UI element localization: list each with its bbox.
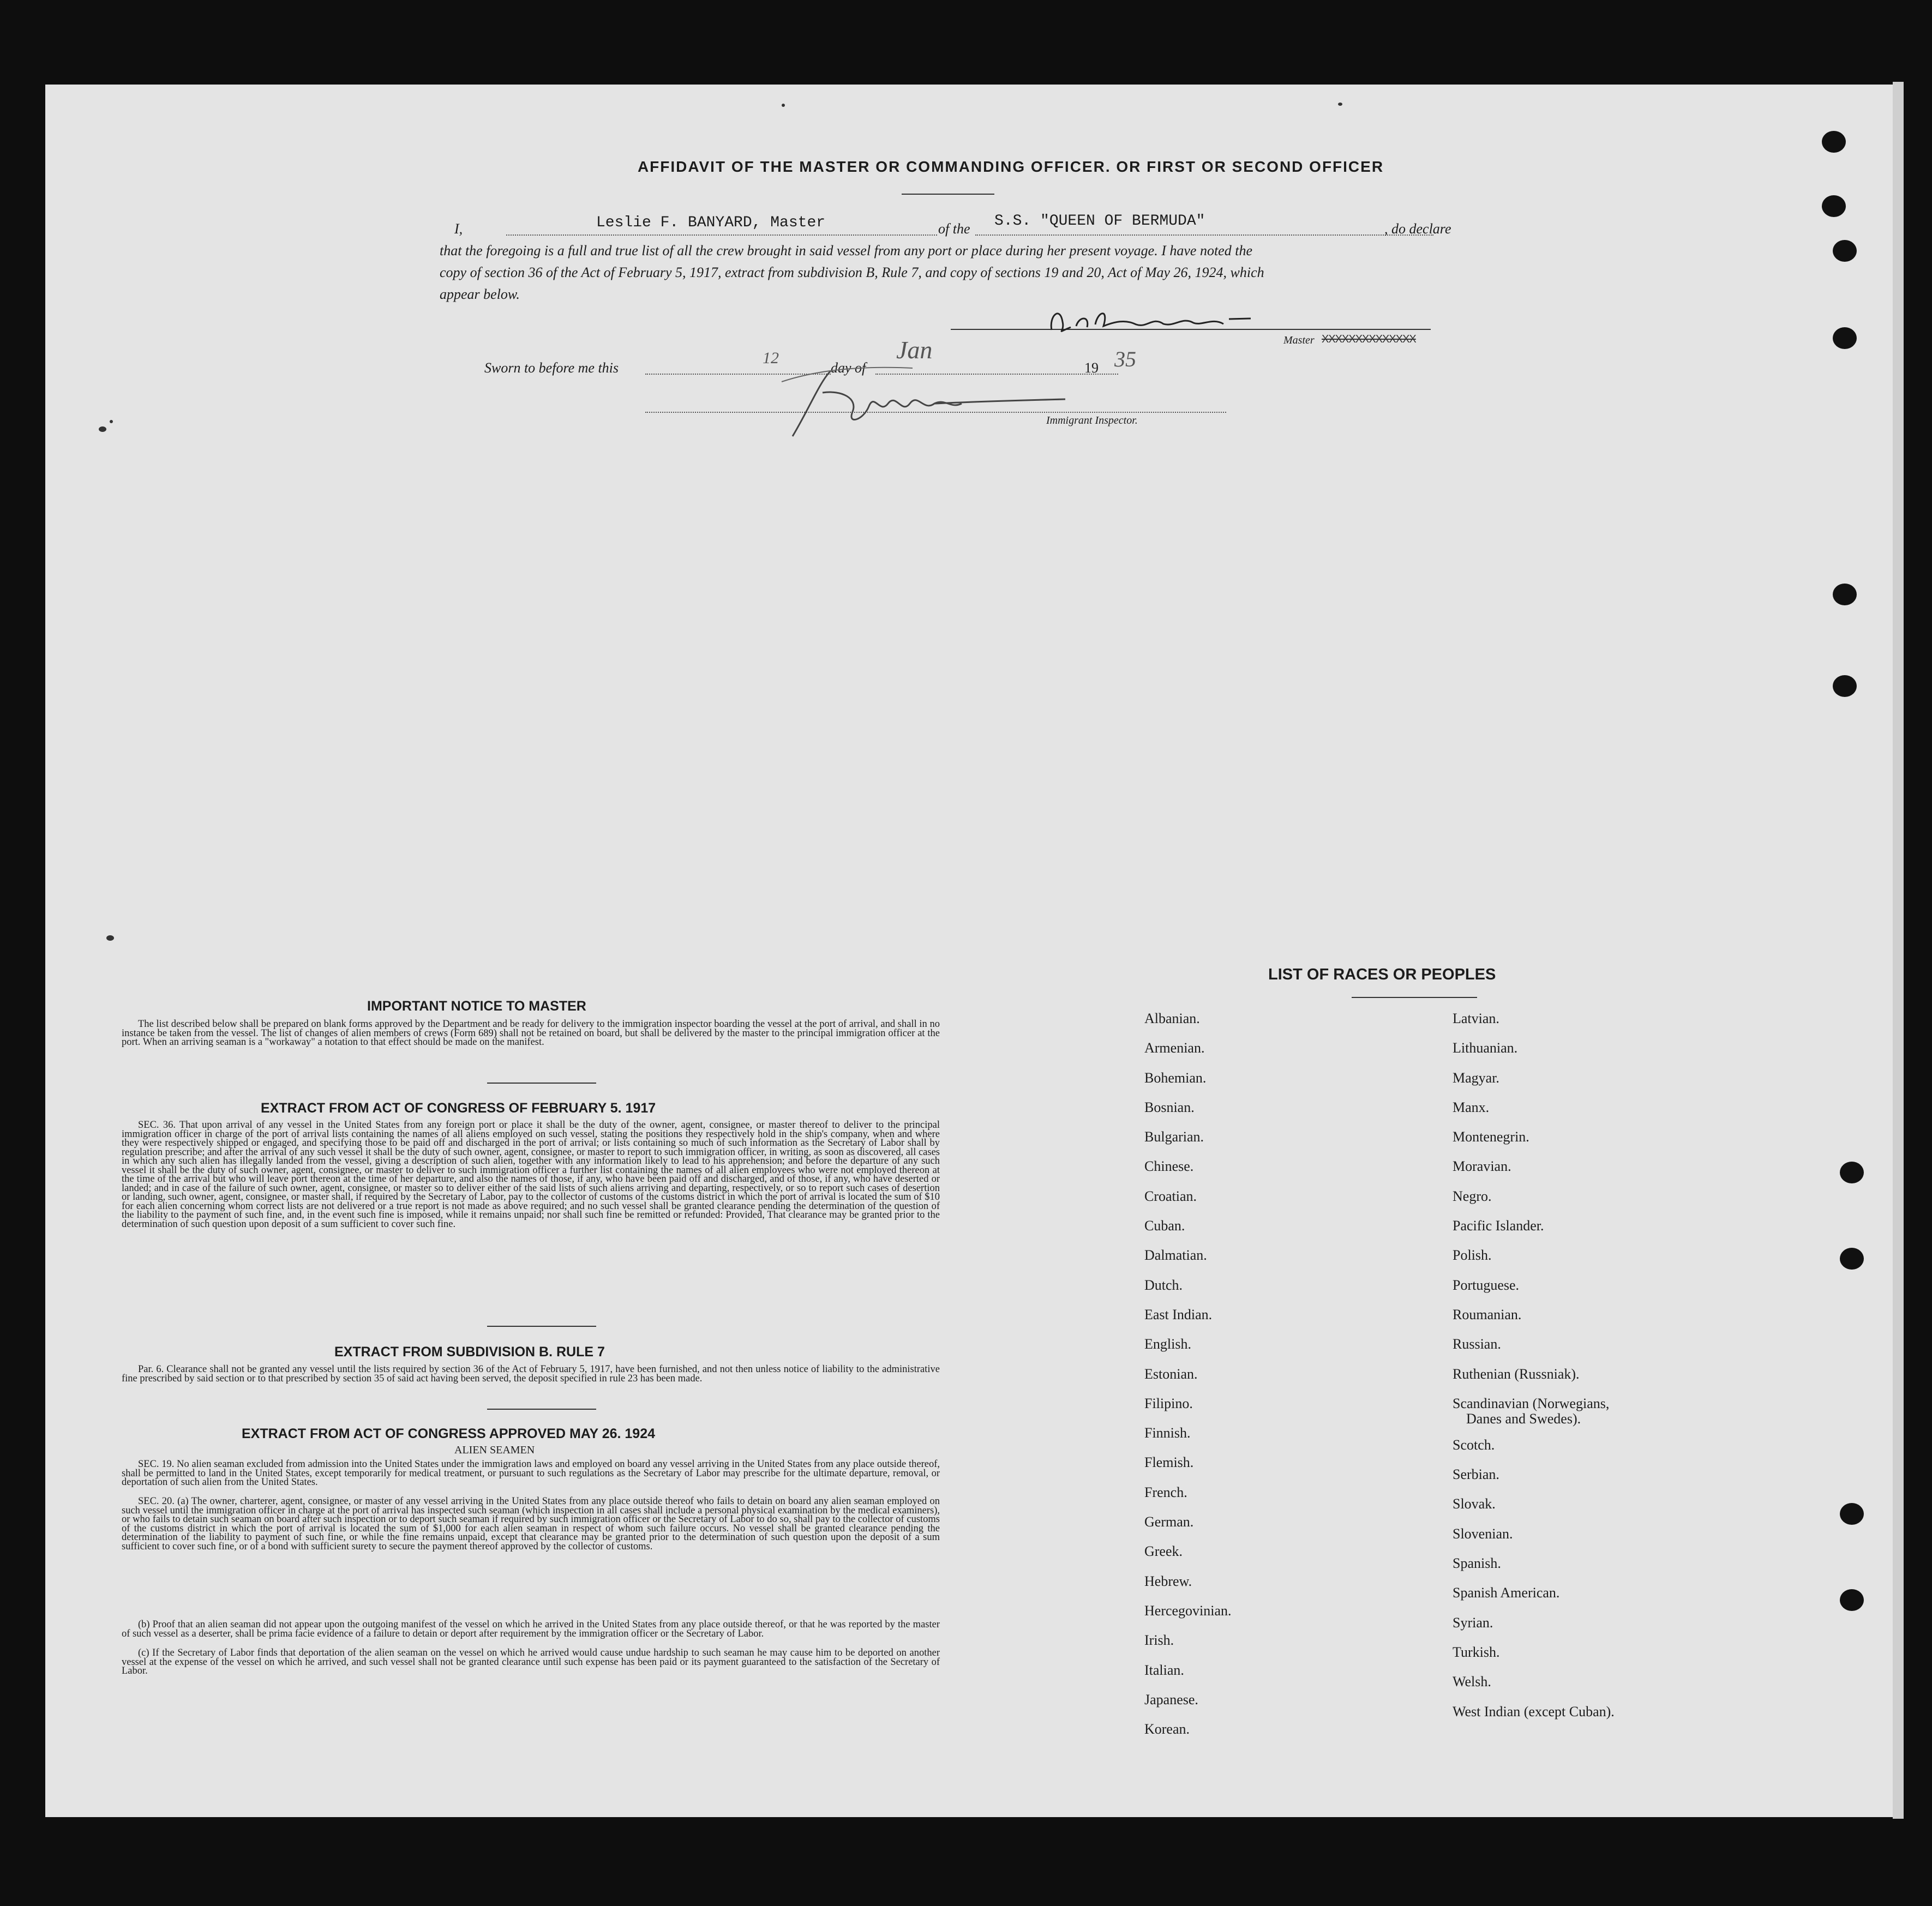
scan-speck [110, 420, 113, 423]
race-item: Greek. [1144, 1543, 1183, 1560]
race-item: Bohemian. [1144, 1069, 1207, 1086]
race-item: Danes and Swedes). [1466, 1410, 1581, 1427]
master-signature [1038, 300, 1289, 341]
race-item: Magyar. [1453, 1069, 1499, 1086]
race-item: Ruthenian (Russniak). [1453, 1366, 1580, 1382]
race-item: Finnish. [1144, 1425, 1191, 1441]
race-item: Bulgarian. [1144, 1129, 1204, 1145]
extract-rule7-title: EXTRACT FROM SUBDIVISION B. RULE 7 [334, 1344, 605, 1360]
race-item: Scandinavian (Norwegians, [1453, 1395, 1610, 1411]
race-item: Albanian. [1144, 1011, 1200, 1026]
extract-1924-sec20a: SEC. 20. (a) The owner, charterer, agent, consignee, or master of any vessel arriving in the United States from any place outside thereof who fails to detain on board any alien seaman employed on such vessel until the immigration officer in charge at the port of arrival has inspected such seaman (which inspection in all cases shall include a personal physical examination by the medical examiners), or who fails to detain such seaman on board after such inspection or to deport such seaman if required by such immigration officer or the Secretary of Labor to do so, shall pay to the collector of customs of the customs district in which the port of arrival is located the sum of $1,000 for each alien seaman in respect of whom such failure occurs. No vessel shall be granted clearance pending the determination of the liability to payment of such fine, or while the fine remains unpaid, except that clearance may be granted prior to the determination of such question upon the deposit of a sum sufficient to cover such fine, or of a bond with sufficient surety to secure the payment thereof approved by the collector of customs. [122, 1496, 940, 1552]
race-item: East Indian. [1144, 1306, 1213, 1322]
year-prefix: 19 [1084, 360, 1099, 376]
race-item: Scotch. [1453, 1436, 1495, 1453]
races-left-column [1144, 1011, 1417, 1751]
inspector-label: Immigrant Inspector. [1046, 414, 1138, 426]
extract-rule7-body: Par. 6. Clearance shall not be granted any vessel until the lists required by section 36 of the Act of February 5, 1917, have been furnished, and not then unless notice of liability to the administrative fine prescribed by said section or to that prescribed by section 35 of said act having been served, the deposit specified in rule 23 has been made. [122, 1364, 940, 1384]
race-item: Moravian. [1453, 1158, 1511, 1175]
extract-1924-sec20b: (b) Proof that an alien seaman did not appear upon the outgoing manifest of the vessel on which he arrived in the United States from any place outside thereof, or that he was reported by the master of such vessel as a deserter, shall be prima facie evidence of a failure to detain or deport after requirement by the immigration officer or the Secretary of Labor. [122, 1619, 940, 1639]
punch-hole [1840, 1503, 1864, 1525]
race-item: Negro. [1453, 1188, 1492, 1204]
of-the-label: of the [938, 221, 970, 237]
race-item: Pacific Islander. [1453, 1218, 1544, 1234]
declaration-line-3: copy of section 36 of the Act of February 5, 1917, extract from subdivision B, Rule 7, and copy of sections 19 and 20, Act of May 26, 1924, which [440, 264, 1264, 280]
races-title: LIST OF RACES OR PEOPLES [1268, 966, 1496, 983]
race-item: Italian. [1144, 1662, 1184, 1678]
race-item: German. [1144, 1514, 1194, 1530]
race-item: Roumanian. [1453, 1306, 1522, 1322]
vessel-name-field: S.S. "QUEEN OF BERMUDA" [994, 213, 1205, 230]
extract-1924-sec20c: (c) If the Secretary of Labor finds that deportation of the alien seaman on the vessel on which he arrived would cause undue hardship to such seaman he may cause him to be deported on another vessel at the expense of the vessel on which he arrived, and such vessel shall not be granted clearance until such expense has been paid or its payment guaranteed to the satisfaction of the Secretary of Labor. [122, 1648, 940, 1676]
extract-1924-sec19: SEC. 19. No alien seaman excluded from admission into the United States under the immigration laws and employed on board any vessel arriving in the United States from any place outside thereof, shall be permitted to land in the United States, except temporarily for medical treatment, or pursuant to such regulations as the Secretary of Labor may prescribe for the ultimate departure, removal, or deportation of such alien from the United States. [122, 1459, 940, 1488]
punch-hole [1833, 327, 1857, 349]
races-right-column [1453, 1011, 1725, 1733]
race-item: Hebrew. [1144, 1573, 1192, 1589]
affidavit-title: AFFIDAVIT OF THE MASTER OR COMMANDING OFFICER. OR FIRST OR SECOND OFFICER [637, 158, 1384, 175]
scan-speck [99, 426, 106, 432]
punch-hole [1840, 1248, 1864, 1270]
master-label: Master [1283, 334, 1315, 346]
race-item: Korean. [1144, 1721, 1190, 1737]
race-item: Russian. [1453, 1336, 1501, 1352]
extract-1917-body: SEC. 36. That upon arrival of any vessel in the United States from any foreign port or place it shall be the duty of the owner, agent, consignee, or master thereof to deliver to the principal immigration officer in charge of the port of arrival lists containing the names of all aliens employed on such vessel, stating the positions they respectively hold in the ship's company, when and where they were respectively shipped or engaged, and specifying those to be paid off and discharged in the port of arrival; or lists containing so much of such information as the Secretary of Labor shall by regulation prescribe; and after the arrival of any such vessel it shall be the duty of such owner, agent, consignee, or master to report to such immigration officer, in writing, as soon as discovered, all cases in which any such alien has illegally landed from the vessel, giving a description of such alien, together with any information likely to lead to his apprehension; and before the departure of any such vessel it shall be the duty of such owner, agent, consignee, or master to deliver to such immigration officer a further list containing the names of all alien employees who were not employed thereon at the time of the arrival but who will leave port thereon at the time of her departure, and also the names of those, if any, who have been paid off and discharged, and of those, if any, who have deserted or landed; and in case of the failure of such owner, agent, consignee, or master so to deliver either of the said lists of such aliens arriving and departing, respectively, or so to report such cases of desertion or landing, such owner, agent, consignee, or master shall, if required by the Secretary of Labor, pay to the collector of customs of the customs district in which the port of arrival is located the sum of $10 for each alien concerning whom correct lists are not delivered or a true report is not made as above required; and no such vessel shall be granted clearance pending the determination of the question of the liability to the payment of such fine, and, in the event such fine is imposed, while it remains unpaid; nor shall such fine be remitted or refunded: Provided, That clearance may be granted prior to the determination of such question upon deposit of a sum sufficient to cover such fine. [122, 1120, 940, 1230]
divider-3 [487, 1409, 596, 1410]
master-struck-text: XXXXXXXXXXXXXX [1322, 333, 1416, 345]
vessel-name-line [975, 235, 1433, 236]
race-item: Manx. [1453, 1099, 1490, 1115]
race-item: Chinese. [1144, 1158, 1194, 1175]
day-value: 12 [763, 349, 779, 367]
scan-speck [1338, 103, 1342, 106]
race-item: Estonian. [1144, 1366, 1198, 1382]
punch-hole [1822, 195, 1846, 217]
race-item: Filipino. [1144, 1395, 1193, 1411]
scan-speck [782, 104, 785, 107]
punch-hole [1833, 240, 1857, 262]
punch-hole [1840, 1589, 1864, 1611]
race-item: Spanish American. [1453, 1585, 1560, 1601]
race-item: Japanese. [1144, 1691, 1198, 1707]
race-item: Dutch. [1144, 1277, 1183, 1293]
race-item: Syrian. [1453, 1614, 1493, 1631]
races-divider [1352, 997, 1477, 998]
race-item: West Indian (except Cuban). [1453, 1703, 1615, 1719]
race-item: English. [1144, 1336, 1191, 1352]
race-item: Spanish. [1453, 1555, 1501, 1572]
race-item: Cuban. [1144, 1218, 1185, 1234]
race-item: French. [1144, 1484, 1187, 1500]
notice-body: The list described below shall be prepared on blank forms approved by the Department and be ready for delivery to the immigration inspector boarding the vessel at the port of arrival, and shall in no instance be taken from the vessel. The list of changes of alien members of crews (Form 689) shall not be retained on board, but shall be delivered by the master to the principal immigration officer at the port. When an arriving seaman is a "workaway" a notation to that effect should be made on the manifest. [122, 1019, 940, 1048]
race-item: Montenegrin. [1453, 1129, 1529, 1145]
race-item: Flemish. [1144, 1454, 1194, 1471]
notice-title: IMPORTANT NOTICE TO MASTER [367, 999, 586, 1014]
year-value: 35 [1114, 347, 1136, 371]
month-value: Jan [896, 336, 933, 364]
declaration-line-2: that the foregoing is a full and true list of all the crew brought in said vessel from any port or place during her present voyage. I have noted the [440, 243, 1252, 258]
scan-speck [106, 935, 114, 941]
race-item: Irish. [1144, 1632, 1174, 1649]
extract-1917-title: EXTRACT FROM ACT OF CONGRESS OF FEBRUARY 5. 1917 [261, 1101, 656, 1116]
race-item: Croatian. [1144, 1188, 1197, 1204]
race-item: Slovenian. [1453, 1525, 1513, 1542]
inspector-signature [771, 360, 1076, 442]
punch-hole [1840, 1162, 1864, 1183]
race-item: Turkish. [1453, 1644, 1500, 1660]
page-edge [1893, 82, 1904, 1819]
day-of-label: day of [831, 360, 866, 376]
sworn-label: Sworn to before me this [484, 360, 619, 376]
race-item: Armenian. [1144, 1040, 1205, 1056]
race-item: Hercegovinian. [1144, 1602, 1232, 1619]
race-item: Lithuanian. [1453, 1040, 1518, 1056]
master-name-field: Leslie F. BANYARD, Master [596, 214, 826, 231]
divider-2 [487, 1326, 596, 1327]
race-item: Bosnian. [1144, 1099, 1195, 1115]
do-declare-label: , do declare [1384, 221, 1451, 237]
declaration-lead: I, [454, 221, 463, 237]
race-item: Portuguese. [1453, 1277, 1520, 1293]
document-page [45, 85, 1894, 1817]
punch-hole [1833, 675, 1857, 697]
race-item: Dalmatian. [1144, 1247, 1207, 1264]
race-item: Slovak. [1453, 1496, 1496, 1512]
race-item: Welsh. [1453, 1674, 1491, 1690]
extract-1924-title: EXTRACT FROM ACT OF CONGRESS APPROVED MAY 26. 1924 [242, 1426, 656, 1441]
race-item: Serbian. [1453, 1466, 1499, 1483]
master-name-line [506, 235, 937, 236]
extract-1924-subtitle: ALIEN SEAMEN [454, 1444, 535, 1456]
punch-hole [1833, 584, 1857, 605]
race-item: Latvian. [1453, 1011, 1499, 1026]
divider-1 [487, 1083, 596, 1084]
declaration-line-4: appear below. [440, 286, 520, 302]
title-divider [902, 194, 994, 195]
punch-hole [1822, 131, 1846, 153]
race-item: Polish. [1453, 1247, 1492, 1264]
